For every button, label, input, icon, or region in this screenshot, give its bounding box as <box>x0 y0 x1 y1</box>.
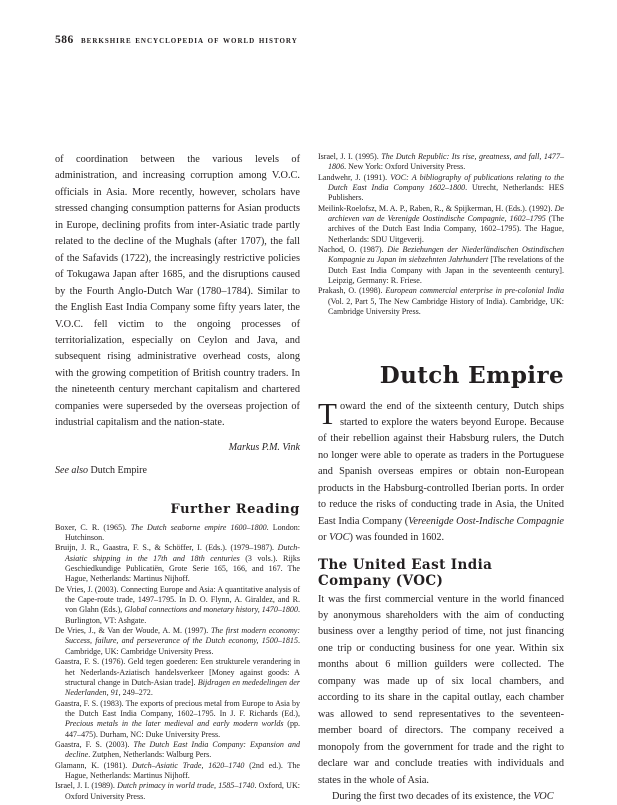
reference-item: Israel, J. I. (1989). Dutch primacy in world trade, 1585–1740. Oxford, UK: Oxford University Press. <box>55 781 300 801</box>
reference-item: De Vries, J., & Van der Woude, A. M. (1997). The first modern economy: Success, failure, and perseverance of the Dutch economy, 1500–1815. Cambridge, UK: Cambridge University Press. <box>55 626 301 656</box>
reference-item: Glamann, K. (1981). Dutch–Asiatic Trade, 1620–1740 (2nd ed.). The Hague, Netherlands: Martinus Nijhoff. <box>55 760 300 780</box>
reference-item: Meilink-Roelofsz, M. A. P., Raben, R., & Spijkerman, H. (Eds.). (1992). De archieven van de Verenigde Oostindische Compagnie, 1602–1795 (The archives of the Dutch East India Company, 1602–1795). The Hague, Netherlands: SDU Uitgeverij. <box>318 203 564 244</box>
see-also-label: See also <box>55 464 89 476</box>
reference-item: Bruijn, J. R., Gaastra, F. S., & Schöffer, I. (Eds.). (1979–1987). Dutch-Asiatic shipping in the 17th and 18th centuries (3 vols.). Rijks Geschiedkundige Publicatiën, Grote Serie 165, 166, and 167. The Hague, Netherlands: Martinus Nijhoff. <box>55 543 300 584</box>
reference-item: Gaastra, F. S. (1976). Geld tegen goederen: Een strukturele verandering in het Nederlands-Aziatisch handelsverkeer [Money against goods: A structural change in Dutch-Asian trade]. Bijdragen en mededelingen der Nederlanden, 91, 249–272. <box>55 657 300 698</box>
section-heading: The United East India Company (VOC) <box>318 556 493 589</box>
left-column <box>55 152 300 802</box>
author-signature: Markus P.M. Vink <box>228 441 300 453</box>
reference-item: Gaastra, F. S. (1983). The exports of precious metal from Europe to Asia by the Dutch East India Company, 1602–1795. In J. F. Richards (Ed.), Precious metals in the later medieval and early modern worlds (pp. 447–475). Durham, NC: Duke University Press. <box>55 698 301 739</box>
intro-paragraph: Toward the end of the sixteenth century, Dutch ships started to explore the waters beyond Europe. Because of their rebellion against their Habsburg rulers, the Dutch no longer were able to operate as traders in the Portuguese and Spanish overseas empires or obtain non-European products in the Habsburg-controlled Iberian ports. In order to reduce the risks of conducting trade in Asia, the United East India Company (Vereenigde Oost-Indische Compagnie or VOC) was founded in 1602. <box>318 395 565 544</box>
drop-cap: T <box>318 395 337 431</box>
reference-item: De Vries, J. (2003). Connecting Europe and Asia: A quantitative analysis of the Cape-route trade, 1497–1795. In D. O. Flynn, A. Giraldez, and R. von Glahn (Eds.), Global connections and monetary history, 1470–1800. Burlington, VT: Ashgate. <box>55 584 300 625</box>
body-paragraph: of coordination between the various levels of administration, and increasing corruption among V.O.C. officials in Asia. More recently, however, scholars have stressed changing consumption patterns for Asian products in Europe, declining profits from inter-Asiatic trade partly related to the decline of the Mughals (after 1707), the fall of the Safavids (1722), the increasingly restrictive policies of Tokugawa Japan after 1685, and the disruptions caused by the Fourth Anglo-Dutch War (1780–1784). Similar to the English East India Company some fifty years later, the V.O.C. fell victim to the ongoing processes of territorialization, especially on Ceylon and Java, and subsequent rising administrative overhead costs, along with the growing competition of British country traders. In the nineteenth century merchant capitalism and chartered companies were superseded by the overseas projection of industrial capitalism and the nation-state. <box>55 154 300 429</box>
reference-item: Nachod, O. (1987). Die Beziehungen der Niederländischen Ostindischen Kompagnie zu Japan im siebzehnten Jahrhundert [The revelations of the Dutch East India Company with Japan in the seventeenth century]. Leipzig, Germany: R. Friese. <box>318 245 565 286</box>
see-also-link[interactable]: Dutch Empire <box>90 464 147 476</box>
reference-item: Prakash, O. (1998). European commercial enterprise in pre-colonial India (Vol. 2, Part 5, The New Cambridge History of India). Cambridge, UK: Cambridge University Press. <box>318 286 564 317</box>
further-reading-heading: Further Reading <box>170 501 300 517</box>
running-title: berkshire encyclopedia of world history <box>81 35 298 46</box>
reference-list-left <box>55 523 300 802</box>
continuation-paragraph: During the first two decades of its existence, the VOC <box>332 791 554 803</box>
reference-list-right <box>318 152 564 318</box>
page-number: 586 <box>55 34 74 46</box>
reference-item: Gaastra, F. S. (2003). The Dutch East India Company: Expansion and decline. Zutphen, Netherlands: Walburg Pers. <box>55 739 300 760</box>
reference-item: Boxer, C. R. (1965). The Dutch seaborne empire 1600–1800. London: Hutchinson. <box>55 522 301 543</box>
right-column <box>318 152 564 805</box>
section-paragraph: It was the first commercial venture in the world financed by anonymous shareholders with the aim of conducting business over a lengthy period of time, not just financing one trip or conducting business for one year. Within six months about 6 million guilders were collected. The company was made up of six local chambers, and according to its share in the capital outlay, each chamber was allowed to send representatives to the seventeen-member board of directors. The company received a monopoly from the government for trade and the right to declare war and conclude treaties with individuals and states in the whole of Asia. <box>318 593 564 786</box>
entry-title: Dutch Empire <box>379 361 564 389</box>
see-also <box>55 465 300 476</box>
reference-item: Landwehr, J. (1991). VOC: A bibliography of publications relating to the Dutch East India Company 1602–1800. Utrecht, Netherlands: HES Publishers. <box>318 172 565 203</box>
running-header <box>55 34 298 46</box>
reference-item: Israel, J. I. (1995). The Dutch Republic: Its rise, greatness, and fall, 1477–1806. New York: Oxford University Press. <box>318 152 564 172</box>
